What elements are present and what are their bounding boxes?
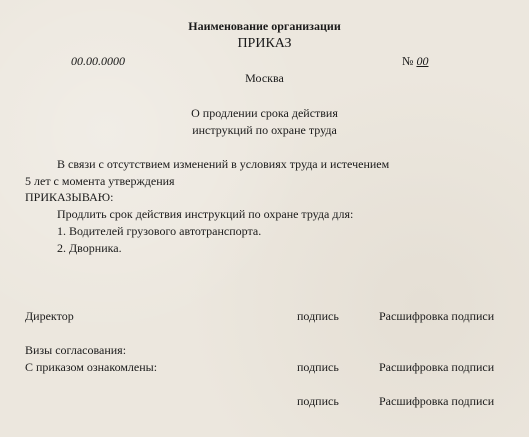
document-date: 00.00.0000 — [71, 54, 125, 68]
subject-line-1: О продлении срока действия — [191, 106, 338, 120]
document-city: Москва — [245, 71, 284, 85]
number-sign: № — [402, 54, 414, 68]
signature-label: подпись — [297, 360, 339, 374]
organization-name: Наименование организации — [188, 19, 341, 33]
list-item: 1. Водителей грузового автотранспорта. — [57, 224, 262, 238]
acquainted-label: С приказом ознакомлены: — [25, 360, 158, 374]
director-label: Директор — [25, 309, 74, 323]
list-item: 2. Дворника. — [57, 241, 122, 255]
signature-decode-label: Расшифровка подписи — [379, 309, 495, 323]
document-title: ПРИКАЗ — [237, 36, 292, 51]
signature-decode-label: Расшифровка подписи — [379, 394, 495, 408]
order-intro: Продлить срок действия инструкций по охране труда для: — [57, 207, 354, 221]
order-word: ПРИКАЗЫВАЮ: — [25, 190, 114, 204]
preamble-line-2: 5 лет с момента утверждения — [25, 174, 175, 188]
number-value: 00 — [416, 54, 429, 68]
signature-label: подпись — [297, 394, 339, 408]
subject-line-2: инструкций по охране труда — [192, 123, 337, 137]
signature-decode-label: Расшифровка подписи — [379, 360, 495, 374]
signature-label: подпись — [297, 309, 339, 323]
preamble-line-1: В связи с отсутствием изменений в условиях труда и истечением — [57, 157, 390, 171]
document-number — [402, 54, 428, 68]
visas-label: Визы согласования: — [25, 343, 127, 357]
